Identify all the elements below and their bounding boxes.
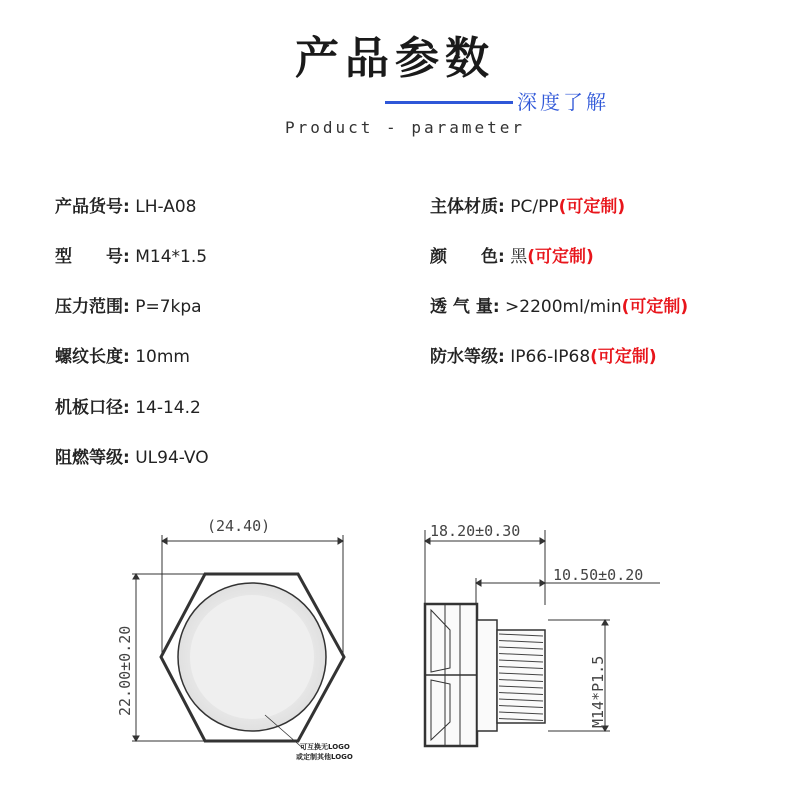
- spec-label: 产品货号:: [55, 197, 130, 217]
- spec-label: 阻燃等级:: [55, 448, 130, 468]
- spec-value: 黑: [510, 247, 528, 267]
- spec-value: LH-A08: [135, 197, 197, 217]
- side-total-dim: 18.20±0.30: [430, 522, 521, 540]
- side-thread-dim: 10.50±0.20: [553, 566, 644, 584]
- spec-value: 14-14.2: [135, 398, 201, 418]
- page-title: 产品参数: [295, 33, 495, 84]
- spec-value: IP66-IP68: [510, 347, 591, 367]
- page-subtitle: 深度了解: [517, 90, 609, 114]
- spec-value: M14*1.5: [135, 247, 208, 267]
- front-width-dim: (24.40): [207, 517, 271, 535]
- spec-label: 颜 色:: [430, 247, 505, 267]
- spec-label: 防水等级:: [430, 347, 505, 367]
- logo-note-line1: 可互换无LOGO: [300, 743, 350, 751]
- front-view: [132, 535, 344, 750]
- logo-note-line2: 或定制其他LOGO: [296, 753, 353, 761]
- spec-label: 透 气 量:: [430, 297, 500, 317]
- page-title-english: Product - parameter: [284, 118, 526, 137]
- customizable-note: (可定制): [527, 247, 594, 267]
- spec-label: 压力范围:: [55, 297, 130, 317]
- spec-value: UL94-VO: [135, 448, 209, 468]
- spec-label: 型 号:: [55, 247, 130, 267]
- spec-value: 10mm: [135, 347, 190, 367]
- front-height-dim: 22.00±0.20: [116, 625, 134, 716]
- spec-label: 螺纹长度:: [55, 347, 130, 367]
- spec-value: >2200ml/min: [505, 297, 622, 317]
- customizable-note: (可定制): [621, 297, 689, 317]
- customizable-note: (可定制): [558, 197, 626, 217]
- spec-value: P=7kpa: [135, 297, 202, 317]
- spec-label: 机板口径:: [55, 398, 130, 418]
- spec-label: 主体材质:: [430, 197, 505, 217]
- spec-value: PC/PP: [510, 197, 559, 217]
- thread-spec-label: M14*P1.5: [589, 655, 607, 728]
- customizable-note: (可定制): [590, 347, 657, 367]
